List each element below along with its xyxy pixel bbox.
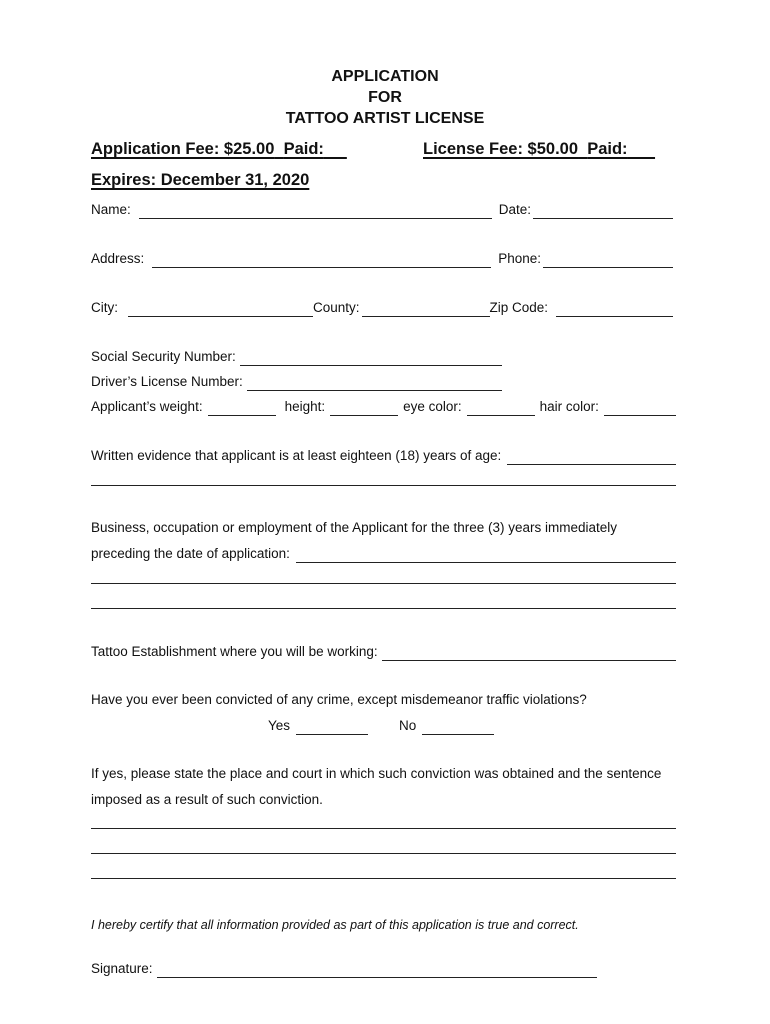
signature-row [91,960,597,978]
establishment-row [91,643,676,661]
conviction-field-line-3[interactable] [91,878,676,879]
name-field[interactable] [139,205,492,219]
license-fee-group [423,140,655,159]
business-field-line-3[interactable] [91,608,676,609]
no-field[interactable] [422,721,494,735]
business-row [91,545,676,563]
city-field[interactable] [128,303,313,317]
county-label: County: [313,300,360,315]
age-row [91,447,676,465]
address-field[interactable] [152,254,491,268]
address-label: Address: [91,251,145,266]
ssn-label: Social Security Number: [91,349,236,364]
yes-label: Yes [268,718,291,733]
signature-label: Signature: [91,961,153,976]
dl-label: Driver’s License Number: [91,374,243,389]
zip-field[interactable] [556,303,673,317]
age-question: Written evidence that applicant is at least eighteen (18) years of age: [91,448,502,463]
ssn-row [91,348,505,366]
age-field[interactable] [507,451,676,465]
city-county-zip-row [91,299,676,317]
yes-no-row [268,717,508,735]
business-question-line-1: Business, occupation or employment of the Applicant for the three (3) years immediately [91,520,618,535]
eye-label: eye color: [403,399,462,414]
business-question-line-2: preceding the date of application: [91,546,290,561]
application-paid-label: Paid: [283,140,324,158]
convicted-question: Have you ever been convicted of any crime, except misdemeanor traffic violations? [91,692,587,707]
license-fee-label: License Fee: $50.00 [423,140,579,158]
zip-label: Zip Code: [489,300,549,315]
phone-field[interactable] [543,254,673,268]
conviction-field-line-1[interactable] [91,828,676,829]
date-field[interactable] [533,205,673,219]
ifyes-question-line-1: If yes, please state the place and court in which such conviction was obtained and the sentence [91,766,662,781]
name-date-row [91,201,676,219]
city-label: City: [91,300,118,315]
business-field-line-2[interactable] [91,583,676,584]
establishment-question: Tattoo Establishment where you will be working: [91,644,378,659]
phone-label: Phone: [498,251,541,266]
title-line-application: APPLICATION [331,68,439,85]
signature-field[interactable] [157,964,597,978]
height-label: height: [284,399,326,414]
license-paid-label: Paid: [587,140,628,158]
name-label: Name: [91,202,131,217]
eye-field[interactable] [467,402,535,416]
weight-field[interactable] [208,402,276,416]
no-label: No [399,718,417,733]
weight-label: Applicant’s weight: [91,399,203,414]
date-label: Date: [498,202,531,217]
title-line-license: TATTOO ARTIST LICENSE [285,110,485,127]
application-fee-group [91,140,347,159]
ssn-field[interactable] [240,352,502,366]
dl-field[interactable] [247,377,502,391]
expires-label: Expires: December 31, 2020 [91,171,310,189]
physical-row [91,398,676,416]
address-phone-row [91,250,676,268]
conviction-field-line-2[interactable] [91,853,676,854]
height-field[interactable] [330,402,398,416]
title-line-for: FOR [368,89,402,106]
county-field[interactable] [362,303,490,317]
hair-label: hair color: [539,399,599,414]
business-field[interactable] [296,549,676,563]
hair-field[interactable] [604,402,676,416]
ifyes-question-line-2: imposed as a result of such conviction. [91,792,323,807]
application-fee-label: Application Fee: $25.00 [91,140,275,158]
establishment-field[interactable] [382,647,676,661]
yes-field[interactable] [296,721,368,735]
age-field-line-2[interactable] [91,485,676,486]
dl-row [91,373,505,391]
certification-statement: I hereby certify that all information provided as part of this application is true and correct. [91,918,579,932]
